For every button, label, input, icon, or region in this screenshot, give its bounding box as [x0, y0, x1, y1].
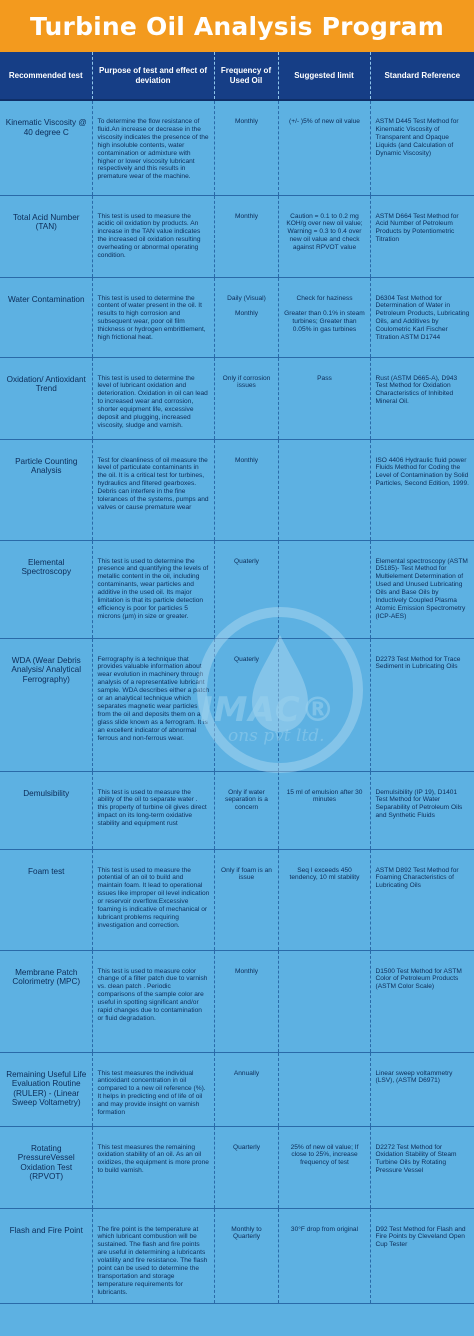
watermark-brand-text: IMAC® — [200, 690, 336, 730]
cell-suggested-limit: 30°F drop from original — [278, 1208, 370, 1303]
header-standard-reference: Standard Reference — [370, 52, 474, 100]
table-row — [0, 771, 474, 849]
page-title: Turbine Oil Analysis Program — [30, 11, 444, 41]
header-frequency: Frequency of Used Oil — [214, 52, 278, 100]
cell-suggested-limit: Pass — [278, 357, 370, 439]
cell-recommended-test: Flash and Fire Point — [0, 1208, 92, 1303]
cell-frequency: Monthly to Quarterly — [214, 1208, 278, 1303]
cell-purpose: This test is used to measure the potential of an oil to build and maintain foam. It lead to operational issues like improper oil level indication or reservoir overflow.Excessive foaming is indicative of mechanical or lubricant problems requiring investigation and correction. — [92, 849, 214, 950]
cell-frequency: Monthly — [214, 439, 278, 540]
cell-suggested-limit: 25% of new oil value; If close to 25%, increase frequency of test — [278, 1126, 370, 1208]
cell-suggested-limit — [278, 950, 370, 1052]
cell-purpose: This test is used to measure color change of a filter patch due to varnish vs. clean patch . Periodic comparisons of the sample color are useful in spotting significant and/or rapid changes due to contamination or fluid degradation. — [92, 950, 214, 1052]
analysis-table — [0, 52, 474, 1304]
cell-suggested-limit: Caution = 0.1 to 0.2 mg KOH/g over new oil value; Warning = 0.3 to 0.4 over new oil value and check against RPVOT value — [278, 195, 370, 277]
cell-suggested-limit — [278, 439, 370, 540]
header-suggested-limit: Suggested limit — [278, 52, 370, 100]
cell-purpose: To determine the flow resistance of fluid.An increase or decrease in the viscosity indicates the presence of the high insoluble contents, water contamination or admixture with higher or lower viscosity lubricant respectively and this results in premature wear of the machine. — [92, 100, 214, 195]
cell-frequency: Monthly — [214, 950, 278, 1052]
cell-purpose: This test is used to determine the level of lubricant oxidation and deterioration. Oxidation in oil can lead to increased wear and corrosion, shorter equipment life, excessive deposit and plugging, increased viscosity, sludge and varnish. — [92, 357, 214, 439]
table-row — [0, 849, 474, 950]
table-row — [0, 357, 474, 439]
cell-frequency: Quaterly — [214, 638, 278, 771]
cell-recommended-test: Particle Counting Analysis — [0, 439, 92, 540]
cell-frequency: Daily (Visual) Monthly — [214, 277, 278, 357]
cell-recommended-test: Oxidation/ Antioxidant Trend — [0, 357, 92, 439]
cell-purpose: This test is used to determine the presence and quantifying the levels of metallic content in the oil, including contaminants, wear particles and additive in the used oil. Its major limitation is that its particle detection efficiency is poor for particles 5 microns (µm) in size or greater. — [92, 540, 214, 638]
table-row — [0, 195, 474, 277]
title-banner — [0, 0, 474, 52]
cell-standard-reference: D92 Test Method for Flash and Fire Points by Cleveland Open Cup Tester — [370, 1208, 474, 1303]
table-row — [0, 950, 474, 1052]
cell-frequency: Only if corrosion issues — [214, 357, 278, 439]
cell-frequency: Only if foam is an issue — [214, 849, 278, 950]
cell-standard-reference: ASTM D445 Test Method for Kinematic Viscosity of Transparent and Opaque Liquids (and Calculation of Dynamic Viscosity) — [370, 100, 474, 195]
cell-recommended-test: Elemental Spectroscopy — [0, 540, 92, 638]
cell-frequency: Only if water separation is a concern — [214, 771, 278, 849]
cell-frequency: Annually — [214, 1052, 278, 1126]
cell-standard-reference: ISO 4406 Hydraulic fluid power Fluids Method for Coding the Level of Contamination by Solid Particles, Second Edition, 1999. — [370, 439, 474, 540]
cell-recommended-test: Demulsibility — [0, 771, 92, 849]
cell-standard-reference: ASTM D892 Test Method for Foaming Characteristics of Lubricating Oils — [370, 849, 474, 950]
cell-standard-reference: Demulsibility (IP 19), D1401 Test Method for Water Separability of Petroleum Oils and Synthetic Fluids — [370, 771, 474, 849]
cell-purpose: Test for cleanliness of oil measure the level of particulate contaminants in the oil. It is a critical test for turbines, hydraulics and filtered gearboxes. Debris can interfere in the fine tolerances of the systems, pumps and valves or cause premature wear — [92, 439, 214, 540]
cell-frequency: Monthly — [214, 195, 278, 277]
table-row — [0, 439, 474, 540]
table-row — [0, 1126, 474, 1208]
cell-recommended-test: Total Acid Number (TAN) — [0, 195, 92, 277]
analysis-table-container — [0, 52, 474, 1336]
cell-recommended-test: Rotating PressureVessel Oxidation Test (RPVOT) — [0, 1126, 92, 1208]
cell-purpose: This test is used to measure the ability of the oil to separate water . this property of turbine oil gives direct impact on its long-term oxidative stability and equipment rust — [92, 771, 214, 849]
cell-suggested-limit: (+/- )5% of new oil value — [278, 100, 370, 195]
cell-purpose: This test is used to determine the content of water present in the oil. It results to high corrosion and subsequent wear, poor oil film thickness or hydrogen embrittlement, high frictional heat. — [92, 277, 214, 357]
cell-standard-reference: Elemental spectroscopy (ASTM D5185)- Test Method for Multielement Determination of Used and Unused Lubricating Oils and Base Oils by Inductively Coupled Plasma Atomic Emission Spectrometry (ICP-AES) — [370, 540, 474, 638]
cell-purpose: This test is used to measure the acidic oil oxidation by products. An increase in the TAN value indicates the increased oil oxidation resulting overheating or abnormal operating condition. — [92, 195, 214, 277]
table-row — [0, 1052, 474, 1126]
cell-recommended-test: WDA (Wear Debris Analysis/ Analytical Ferrography) — [0, 638, 92, 771]
cell-purpose: Ferrography is a technique that provides valuable information about wear evolution in machinery through analysis of a representative lubricant sample. WDA describes either a patch or an analytical technique which separates magnetic wear particles from the oil and deposits them on a glass slide known as a ferrogram. It is an excellent indicator of abnormal ferrous and non-ferrous wear. — [92, 638, 214, 771]
cell-frequency: Quarterly — [214, 1126, 278, 1208]
cell-purpose: This test measures the individual antioxidant concentration in oil compared to a new oil reference (%). It helps in predicting end of life of oil and may provide insight on varnish formation — [92, 1052, 214, 1126]
cell-frequency: Monthly — [214, 100, 278, 195]
cell-recommended-test: Remaining Useful Life Evaluation Routine (RULER) - (Linear Sweep Voltametry) — [0, 1052, 92, 1126]
cell-suggested-limit: 15 ml of emulsion after 30 minutes — [278, 771, 370, 849]
cell-standard-reference: D6304 Test Method for Determination of Water in Petroleum Products, Lubricating Oils, and Additives by Coulometric Karl Fischer Titration ASTM D1744 — [370, 277, 474, 357]
table-row — [0, 540, 474, 638]
cell-recommended-test: Foam test — [0, 849, 92, 950]
cell-purpose: This test measures the remaining oxidation stability of an oil. As an oil oxidizes, the equipment is more prone to build varnish. — [92, 1126, 214, 1208]
cell-recommended-test: Water Contamination — [0, 277, 92, 357]
cell-standard-reference: D1500 Test Method for ASTM Color of Petroleum Products (ASTM Color Scale) — [370, 950, 474, 1052]
header-recommended-test: Recommended test — [0, 52, 92, 100]
cell-standard-reference: D2273 Test Method for Trace Sediment in Lubricating Oils — [370, 638, 474, 771]
cell-purpose: The fire point is the temperature at which lubricant combustion will be sustained. The flash and fire points are useful in determining a lubricants volatility and fire resistance. The flash point can be used to determine the transportation and storage temperature requirements for lubricants. — [92, 1208, 214, 1303]
watermark-subtext: ons pvt ltd. — [228, 726, 325, 746]
cell-suggested-limit: Seq I exceeds 450 tendency, 10 ml stability — [278, 849, 370, 950]
table-row — [0, 277, 474, 357]
table-row — [0, 100, 474, 195]
cell-suggested-limit: Check for haziness Greater than 0.1% in steam turbines; Greater than 0.05% in gas turbines — [278, 277, 370, 357]
cell-recommended-test: Membrane Patch Colorimetry (MPC) — [0, 950, 92, 1052]
table-header-row — [0, 52, 474, 100]
cell-suggested-limit — [278, 638, 370, 771]
cell-suggested-limit — [278, 1052, 370, 1126]
table-row — [0, 1208, 474, 1303]
cell-standard-reference: D2272 Test Method for Oxidation Stability of Steam Turbine Oils by Rotating Pressure Vessel — [370, 1126, 474, 1208]
header-purpose: Purpose of test and effect of deviation — [92, 52, 214, 100]
cell-recommended-test: Kinematic Viscosity @ 40 degree C — [0, 100, 92, 195]
cell-standard-reference: Rust (ASTM D665-A), D943 Test Method for Oxidation Characteristics of Inhibited Mineral Oil. — [370, 357, 474, 439]
cell-standard-reference: ASTM D664 Test Method for Acid Number of Petroleum Products by Potentiometric Titration — [370, 195, 474, 277]
table-row — [0, 638, 474, 771]
cell-suggested-limit — [278, 540, 370, 638]
cell-frequency: Quaterly — [214, 540, 278, 638]
cell-standard-reference: Linear sweep voltammetry (LSV), (ASTM D6971) — [370, 1052, 474, 1126]
